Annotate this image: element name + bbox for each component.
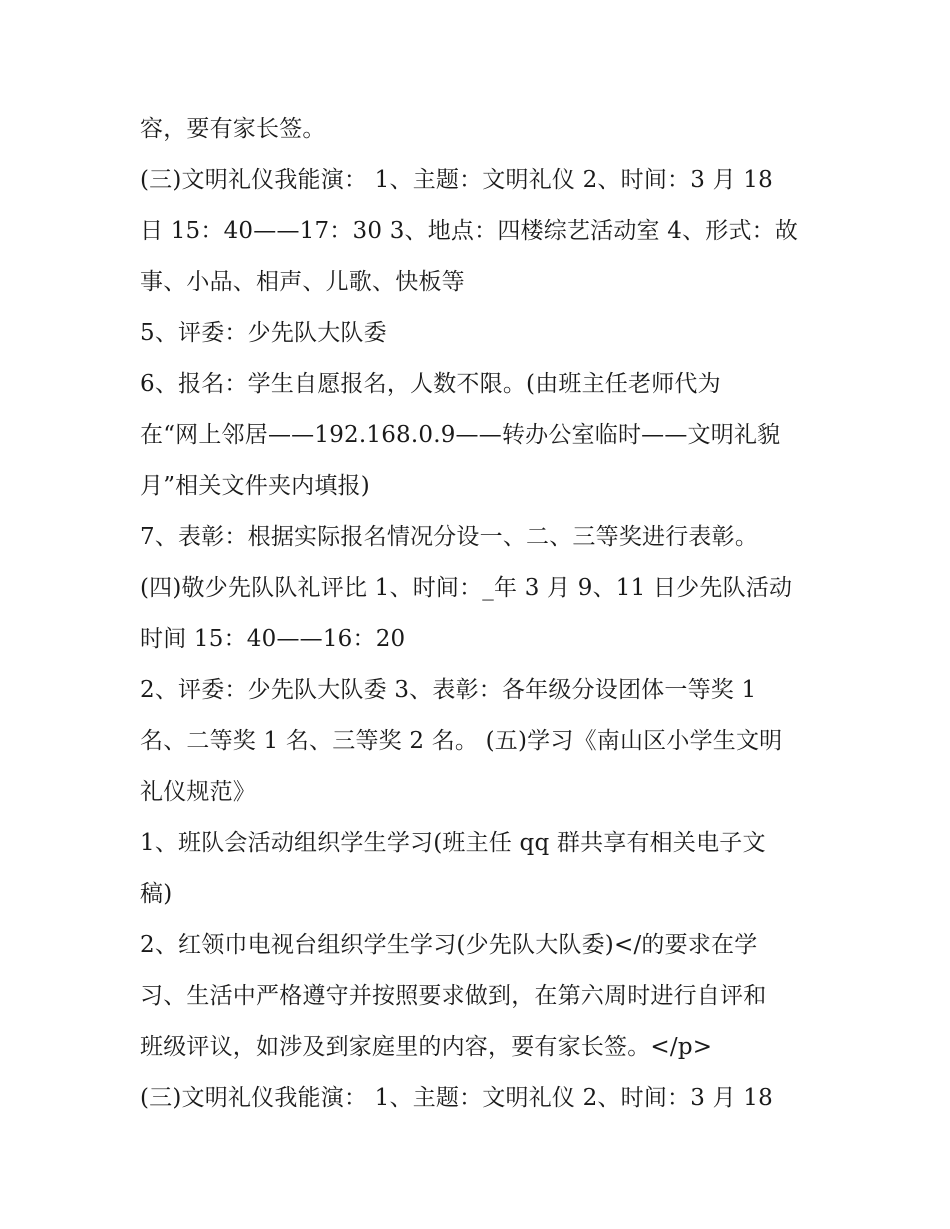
text-line: 礼仪规范》 — [140, 779, 256, 805]
text-line: 稿) — [140, 881, 173, 907]
text-line: (四)敬少先队队礼评比 1、时间：_年 3 月 9、11 日少先队活动 — [140, 575, 793, 601]
text-line: (三)文明礼仪我能演： 1、主题：文明礼仪 2、时间：3 月 18 — [140, 1085, 773, 1111]
text-line: 在“网上邻居——192.168.0.9——转办公室临时——文明礼貌 — [140, 422, 781, 448]
text-line: 容，要有家长签。 — [140, 116, 326, 142]
text-line: (三)文明礼仪我能演： 1、主题：文明礼仪 2、时间：3 月 18 — [140, 167, 773, 193]
text-line: 1、班队会活动组织学生学习(班主任 qq 群共享有相关电子文 — [140, 830, 766, 856]
text-line: 2、评委：少先队大队委 3、表彰：各年级分设团体一等奖 1 — [140, 677, 757, 703]
text-line: 6、报名：学生自愿报名，人数不限。(由班主任老师代为 — [140, 371, 721, 397]
text-line: 事、小品、相声、儿歌、快板等 — [140, 269, 465, 295]
text-line: 时间 15：40——16：20 — [140, 626, 406, 652]
document-body — [140, 104, 820, 1124]
text-line: 名、二等奖 1 名、三等奖 2 名。 (五)学习《南山区小学生文明 — [140, 728, 783, 754]
text-line: 5、评委：少先队大队委 — [140, 320, 387, 346]
text-line: 习、生活中严格遵守并按照要求做到，在第六周时进行自评和 — [140, 983, 767, 1009]
text-line: 2、红领巾电视台组织学生学习(少先队大队委)</的要求在学 — [140, 932, 758, 958]
text-line: 日 15：40——17：30 3、地点：四楼综艺活动室 4、形式：故 — [140, 218, 799, 244]
text-line: 班级评议，如涉及到家庭里的内容，要有家长签。</p> — [140, 1034, 713, 1060]
text-line: 月”相关文件夹内填报) — [140, 473, 370, 499]
text-line: 7、表彰：根据实际报名情况分设一、二、三等奖进行表彰。 — [140, 524, 759, 550]
